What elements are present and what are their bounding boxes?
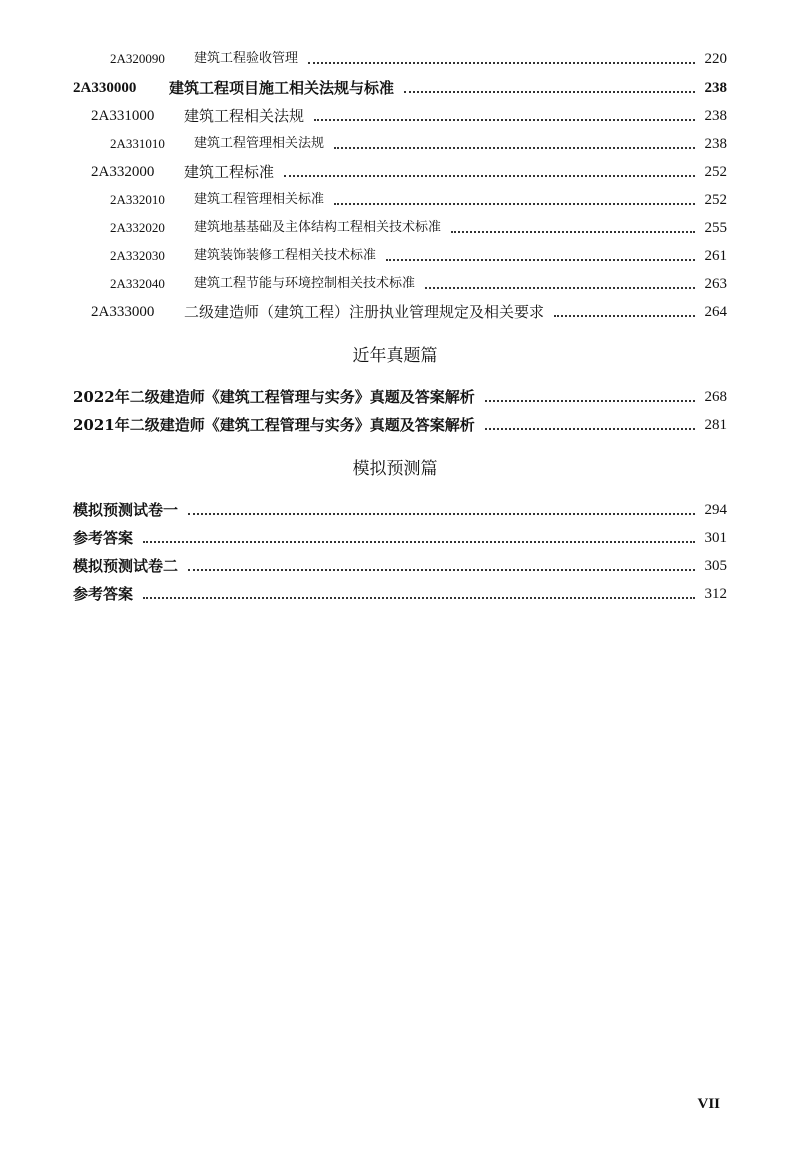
dot-leader <box>451 231 695 233</box>
toc-page-number: 281 <box>704 417 727 433</box>
toc-title: 建筑地基基础及主体结构工程相关技术标准 <box>194 220 442 235</box>
toc-page-number: 238 <box>704 136 727 152</box>
toc-code: 2A332000 <box>91 164 155 180</box>
dot-leader <box>386 259 695 261</box>
toc-code: 2A331000 <box>91 108 155 124</box>
toc-code: 2A332010 <box>110 192 165 207</box>
toc-entry[interactable] <box>110 188 727 212</box>
toc-entry[interactable] <box>91 104 727 128</box>
toc-page-number: 264 <box>704 304 727 320</box>
dot-leader <box>425 287 695 289</box>
toc-title: 参考答案 <box>73 529 134 547</box>
dot-leader <box>188 513 695 515</box>
toc-page-number: 252 <box>704 192 727 208</box>
toc-page-number: 263 <box>704 276 727 292</box>
dot-leader <box>284 175 695 177</box>
section-heading-mock-tests: 模拟预测篇 <box>352 459 438 479</box>
toc-entry[interactable] <box>73 526 727 550</box>
dot-leader <box>485 428 695 430</box>
toc-page-number: 312 <box>704 586 727 602</box>
toc-title: 模拟预测试卷二 <box>73 557 179 575</box>
toc-title: 模拟预测试卷一 <box>73 501 179 519</box>
toc-page-number: 252 <box>704 164 727 180</box>
toc-page-number: 238 <box>704 80 727 96</box>
toc-entry[interactable] <box>91 160 727 184</box>
toc-code: 2A332040 <box>110 276 165 291</box>
toc-title: 建筑工程验收管理 <box>194 51 299 66</box>
dot-leader <box>334 147 695 149</box>
toc-entry[interactable] <box>73 76 727 100</box>
section-heading-past-exams: 近年真题篇 <box>352 346 438 366</box>
dot-leader <box>485 400 695 402</box>
toc-title: 2022年二级建造师《建筑工程管理与实务》真题及答案解析 <box>73 388 475 406</box>
dot-leader <box>143 597 695 599</box>
page-folio: VII <box>697 1096 720 1112</box>
toc-page-number: 238 <box>704 108 727 124</box>
toc-title: 建筑工程管理相关法规 <box>194 136 325 151</box>
toc-entry[interactable] <box>110 272 727 296</box>
toc-page-number: 268 <box>704 389 727 405</box>
toc-code: 2A331010 <box>110 136 165 151</box>
toc-title: 2021年二级建造师《建筑工程管理与实务》真题及答案解析 <box>73 416 475 434</box>
toc-title: 建筑工程管理相关标准 <box>194 192 325 207</box>
toc-page-number: 220 <box>704 51 727 67</box>
toc-title: 建筑工程标准 <box>184 163 275 181</box>
toc-code: 2A320090 <box>110 51 165 66</box>
toc-code: 2A333000 <box>91 304 155 320</box>
dot-leader <box>188 569 695 571</box>
dot-leader <box>314 119 695 121</box>
toc-title: 参考答案 <box>73 585 134 603</box>
toc-entry[interactable] <box>73 554 727 578</box>
dot-leader <box>554 315 695 317</box>
toc-code: 2A330000 <box>73 80 137 96</box>
toc-page-number: 301 <box>704 530 727 546</box>
toc-title: 建筑工程项目施工相关法规与标准 <box>169 79 395 97</box>
toc-entry[interactable] <box>73 385 727 409</box>
toc-entry[interactable] <box>110 47 727 71</box>
toc-entry[interactable] <box>110 216 727 240</box>
toc-code: 2A332030 <box>110 248 165 263</box>
toc-entry[interactable] <box>73 498 727 522</box>
toc-code: 2A332020 <box>110 220 165 235</box>
toc-entry[interactable] <box>73 582 727 606</box>
dot-leader <box>334 203 695 205</box>
toc-title: 二级建造师（建筑工程）注册执业管理规定及相关要求 <box>184 303 545 321</box>
toc-entry[interactable] <box>73 413 727 437</box>
toc-entry[interactable] <box>110 244 727 268</box>
toc-entry[interactable] <box>91 300 727 324</box>
toc-page-number: 261 <box>704 248 727 264</box>
toc-title: 建筑工程节能与环境控制相关技术标准 <box>194 276 416 291</box>
dot-leader <box>308 62 695 64</box>
toc-page-number: 294 <box>704 502 727 518</box>
toc-page-number: 305 <box>704 558 727 574</box>
toc-title: 建筑装饰装修工程相关技术标准 <box>194 248 377 263</box>
toc-entry[interactable] <box>110 132 727 156</box>
toc-page-number: 255 <box>704 220 727 236</box>
dot-leader <box>143 541 695 543</box>
dot-leader <box>404 91 695 93</box>
toc-title: 建筑工程相关法规 <box>184 107 305 125</box>
